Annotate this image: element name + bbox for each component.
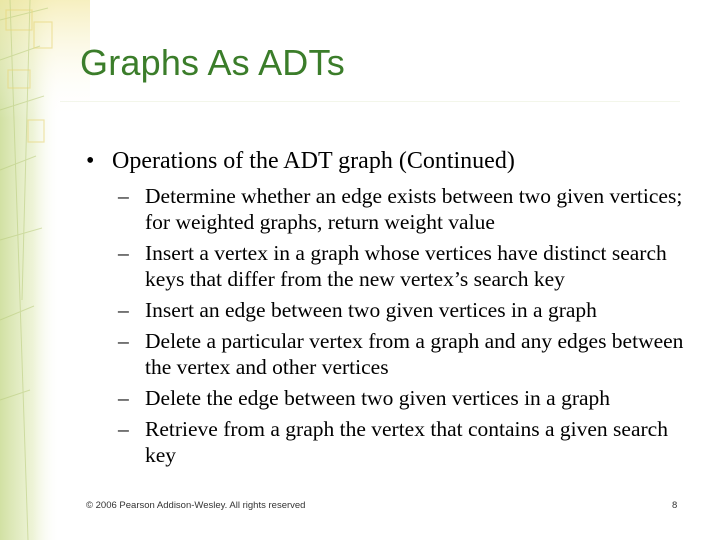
bullet-marker: • <box>86 148 95 174</box>
sub-bullet-marker: – <box>118 241 129 265</box>
sub-bullet-text: Insert a vertex in a graph whose vertices have distinct search keys that differ from the new vertex’s search key <box>145 241 667 291</box>
sub-bullet-text: Determine whether an edge exists between two given vertices; for weighted graphs, return weight value <box>145 184 683 234</box>
sub-bullet-marker: – <box>118 329 129 353</box>
sub-bullet-item <box>118 328 698 380</box>
sub-bullet-item <box>118 416 698 468</box>
bullet-item <box>86 148 515 175</box>
sub-bullet-text: Insert an edge between two given vertices in a graph <box>145 298 597 322</box>
sub-bullet-marker: – <box>118 298 129 322</box>
bullet-text: Operations of the ADT graph (Continued) <box>112 148 515 174</box>
footer-copyright: © 2006 Pearson Addison-Wesley. All rights reserved <box>86 500 306 511</box>
sub-bullet-marker: – <box>118 184 129 208</box>
sub-bullet-item <box>118 385 698 411</box>
sub-bullet-item <box>118 297 698 323</box>
sub-bullet-text: Retrieve from a graph the vertex that contains a given search key <box>145 417 668 467</box>
title-divider <box>60 101 680 102</box>
page-number: 8 <box>672 500 678 511</box>
slide-title: Graphs As ADTs <box>80 42 345 83</box>
sub-bullet-text: Delete the edge between two given vertices in a graph <box>145 386 611 410</box>
sub-bullet-marker: – <box>118 386 129 410</box>
sub-bullet-marker: – <box>118 417 129 441</box>
sub-bullet-text: Delete a particular vertex from a graph and any edges between the vertex and other vertices <box>145 329 684 379</box>
sub-bullet-list <box>118 183 698 473</box>
sub-bullet-item <box>118 183 698 235</box>
sub-bullet-item <box>118 240 698 292</box>
